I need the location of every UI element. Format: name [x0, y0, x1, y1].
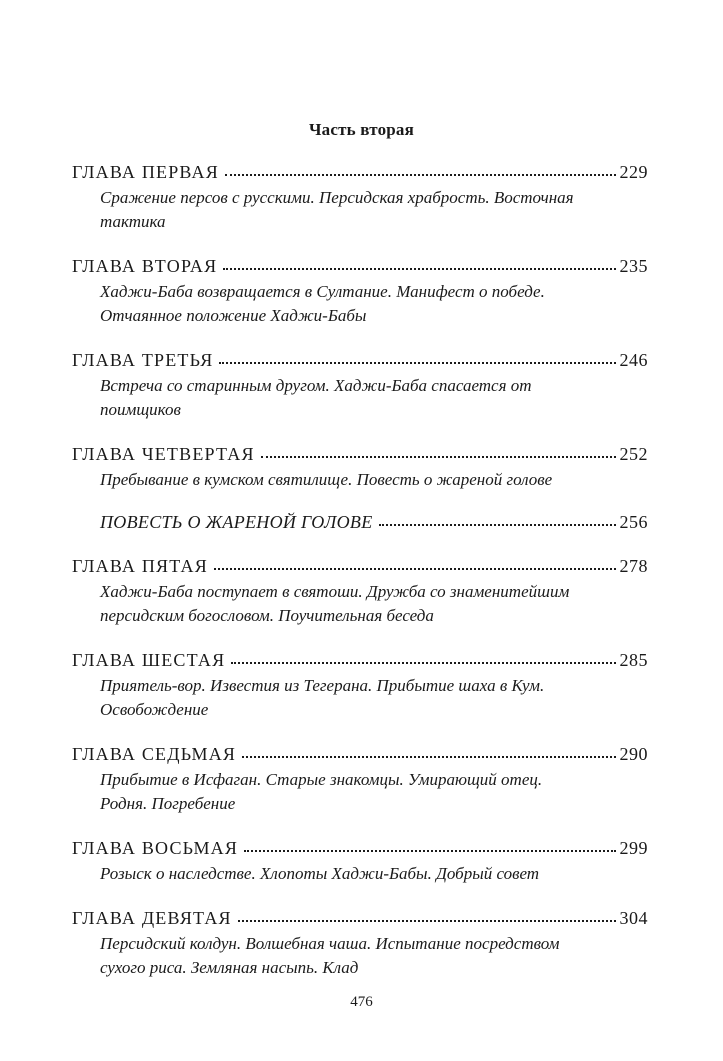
- toc-entry-chapter-8: [72, 836, 648, 886]
- toc-entry-line[interactable]: [72, 836, 648, 860]
- summary-line: Хаджи-Баба поступает в святоши. Дружба со знаменитейшим: [100, 582, 570, 601]
- toc-entry-line[interactable]: [72, 554, 648, 578]
- dot-leader: [231, 662, 615, 664]
- toc-entry-chapter-6: [72, 648, 648, 722]
- chapter-title: ГЛАВА СЕДЬМАЯ: [72, 744, 237, 764]
- toc-entry-line[interactable]: [72, 254, 648, 278]
- dot-leader: [219, 362, 615, 364]
- summary-line: Встреча со старинным другом. Хаджи-Баба спасается от: [100, 376, 532, 395]
- page-number: 285: [619, 650, 648, 670]
- chapter-summary: [72, 374, 648, 422]
- chapter-title: ГЛАВА ПЯТАЯ: [72, 556, 208, 576]
- summary-line: Отчаянное положение Хаджи-Бабы: [100, 306, 367, 325]
- summary-line: Персидский колдун. Волшебная чаша. Испытание посредством: [100, 934, 560, 953]
- toc-entry-chapter-3: [72, 348, 648, 422]
- chapter-summary: [72, 280, 648, 328]
- page-folio: 476: [350, 994, 373, 1010]
- toc-entry-line[interactable]: [72, 742, 648, 766]
- page-number: 299: [619, 838, 648, 858]
- chapter-summary: [72, 932, 648, 980]
- chapter-summary: [72, 186, 648, 234]
- chapter-summary: [72, 768, 648, 816]
- dot-leader: [244, 850, 615, 852]
- toc-entry-line[interactable]: [72, 160, 648, 184]
- toc-entry-chapter-7: [72, 742, 648, 816]
- chapter-title: ГЛАВА ПЕРВАЯ: [72, 162, 219, 182]
- table-of-contents: [72, 160, 648, 980]
- page-number: 252: [619, 444, 648, 464]
- dot-leader: [225, 174, 616, 176]
- toc-entry-chapter-2: [72, 254, 648, 328]
- summary-line: Пребывание в кумском святилище. Повесть о жареной голове: [100, 470, 553, 489]
- chapter-title: ГЛАВА ДЕВЯТАЯ: [72, 908, 232, 928]
- summary-line: Прибытие в Исфаган. Старые знакомцы. Умирающий отец.: [100, 770, 543, 789]
- toc-entry-line[interactable]: [72, 442, 648, 466]
- toc-entry-chapter-4: [72, 442, 648, 492]
- summary-line: Родня. Погребение: [100, 794, 236, 813]
- page-number: 278: [619, 556, 648, 576]
- chapter-title: ГЛАВА ВТОРАЯ: [72, 256, 218, 276]
- chapter-summary: [72, 468, 648, 492]
- toc-entry-chapter-1: [72, 160, 648, 234]
- summary-line: Приятель-вор. Известия из Тегерана. Прибытие шаха в Кум.: [100, 676, 545, 695]
- page-number: 304: [619, 908, 648, 928]
- chapter-summary: [72, 580, 648, 628]
- summary-line: поимщиков: [100, 400, 181, 419]
- page-number: 229: [619, 162, 648, 182]
- summary-line: Розыск о наследстве. Хлопоты Хаджи-Бабы. Добрый совет: [100, 864, 540, 883]
- page-number: 256: [619, 512, 648, 532]
- story-title: ПОВЕСТЬ О ЖАРЕНОЙ ГОЛОВЕ: [100, 512, 373, 532]
- dot-leader: [379, 524, 616, 526]
- dot-leader: [223, 268, 615, 270]
- toc-entry-line[interactable]: [72, 648, 648, 672]
- page-number: 246: [619, 350, 648, 370]
- dot-leader: [214, 568, 616, 570]
- page-number: 290: [619, 744, 648, 764]
- toc-entry-chapter-5: [72, 554, 648, 628]
- page-number: 235: [619, 256, 648, 276]
- toc-entry-chapter-9: [72, 906, 648, 980]
- dot-leader: [238, 920, 616, 922]
- summary-line: сухого риса. Земляная насыпь. Клад: [100, 958, 359, 977]
- summary-line: Освобождение: [100, 700, 209, 719]
- chapter-title: ГЛАВА ЧЕТВЕРТАЯ: [72, 444, 255, 464]
- chapter-title: ГЛАВА ШЕСТАЯ: [72, 650, 226, 670]
- dot-leader: [261, 456, 616, 458]
- dot-leader: [242, 756, 615, 758]
- summary-line: персидским богословом. Поучительная беседа: [100, 606, 434, 625]
- toc-entry-line[interactable]: [72, 906, 648, 930]
- chapter-summary: [72, 674, 648, 722]
- part-title: Часть вторая: [308, 120, 415, 139]
- chapter-title: ГЛАВА ВОСЬМАЯ: [72, 838, 239, 858]
- toc-entry-line[interactable]: [72, 348, 648, 372]
- chapter-summary: [72, 862, 648, 886]
- chapter-title: ГЛАВА ТРЕТЬЯ: [72, 350, 214, 370]
- toc-entry-story: [72, 510, 648, 534]
- summary-line: Хаджи-Баба возвращается в Султание. Манифест о победе.: [100, 282, 545, 301]
- summary-line: тактика: [100, 212, 166, 231]
- summary-line: Сражение персов с русскими. Персидская храбрость. Восточная: [100, 188, 574, 207]
- toc-entry-line[interactable]: [72, 510, 648, 534]
